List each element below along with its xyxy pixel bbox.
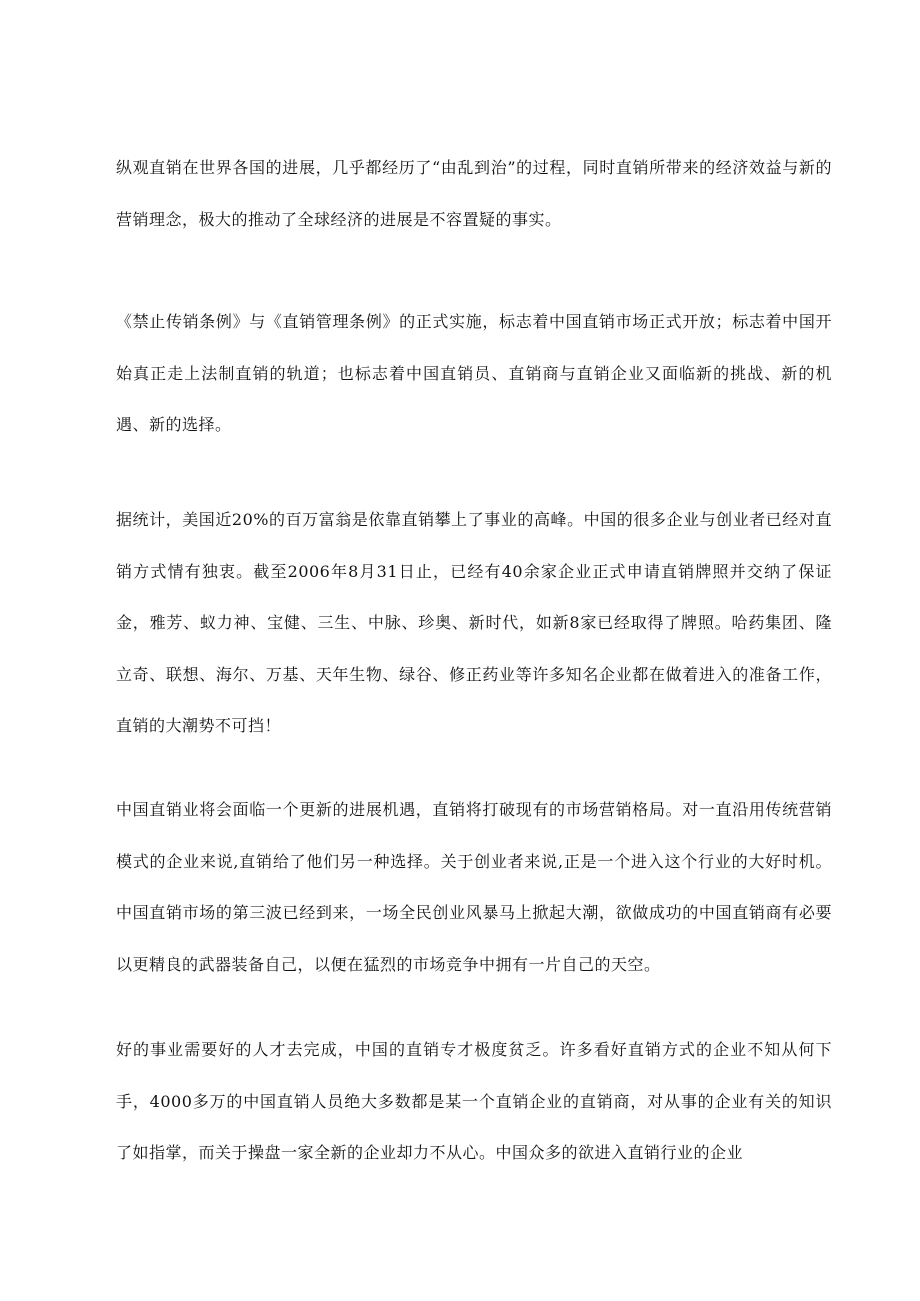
paragraph-regulations: 《禁止传销条例》与《直销管理条例》的正式实施，标志着中国直销市场正式开放；标志着中国开始真正走上法制直销的轨道；也标志着中国直销员、直销商与直销企业又面临新的挑战、新的机遇、新的选择。 — [116, 312, 832, 434]
paragraph-talent-shortage: 好的事业需要好的人才去完成，中国的直销专才极度贫乏。许多看好直销方式的企业不知从何下手，4000多万的中国直销人员绝大多数都是某一个直销企业的直销商，对从事的企业有关的知识了如指掌，而关于操盘一家全新的企业却力不从心。中国众多的欲进入直销行业的企业 — [116, 1040, 832, 1162]
paragraph-statistics: 据统计，美国近20%的百万富翁是依靠直销攀上了事业的高峰。中国的很多企业与创业者已经对直销方式情有独衷。截至2006年8月31日止，已经有40余家企业正式申请直销牌照并交纳了保证金，雅芳、蚁力神、宝健、三生、中脉、珍奥、新时代，如新8家已经取得了牌照。哈药集团、隆立奇、联想、海尔、万基、天年生物、绿谷、修正药业等许多知名企业都在做着进入的准备工作，直销的大潮势不可挡！ — [116, 510, 832, 735]
paragraph-global-development: 纵观直销在世界各国的进展，几乎都经历了“由乱到治”的过程，同时直销所带来的经济效益与新的营销理念，极大的推动了全球经济的进展是不容置疑的事实。 — [116, 158, 832, 229]
paragraph-opportunity: 中国直销业将会面临一个更新的进展机遇，直销将打破现有的市场营销格局。对一直沿用传统营销模式的企业来说,直销给了他们另一种选择。关于创业者来说,正是一个进入这个行业的大好时机。中国直销市场的第三波已经到来，一场全民创业风暴马上掀起大潮，欲做成功的中国直销商有必要以更精良的武器装备自己，以便在猛烈的市场竞争中拥有一片自己的天空。 — [116, 800, 832, 974]
